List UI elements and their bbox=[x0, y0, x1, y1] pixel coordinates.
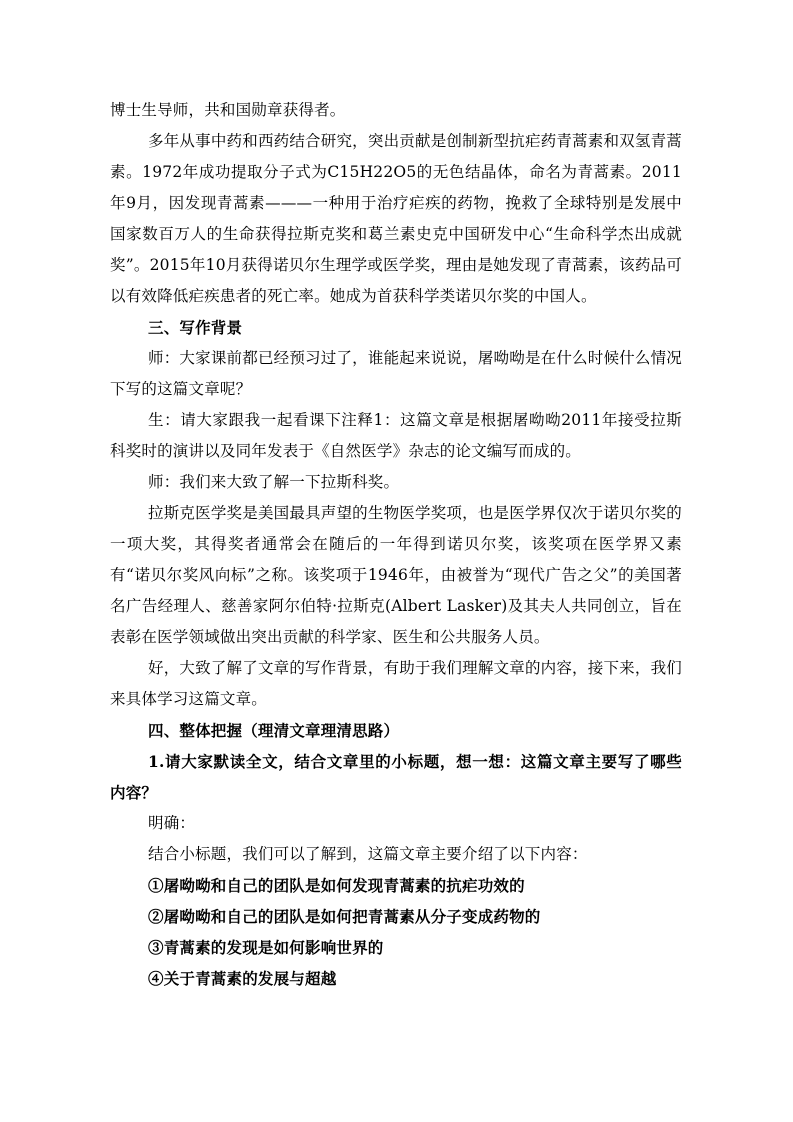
section-heading-overall-grasp: 四、整体把握（理清文章理清思路） bbox=[148, 721, 400, 740]
paragraph-summary-intro: 结合小标题，我们可以了解到，这篇文章主要介绍了以下内容： bbox=[148, 845, 588, 863]
paragraph-clarify: 明确： bbox=[148, 814, 196, 832]
paragraph-teacher-lasker: 师：我们来大致了解一下拉斯科奖。 bbox=[148, 473, 400, 491]
document-body bbox=[110, 95, 682, 994]
paragraph-transition: 好，大致了解了文章的写作背景，有助于我们理解文章的内容，接下来，我们来具体学习这篇文章。 bbox=[110, 659, 682, 708]
paragraph-achievements: 多年从事中药和西药结合研究，突出贡献是创制新型抗疟药青蒿素和双氢青蒿素。1972年成功提取分子式为C15H22O5的无色结晶体，命名为青蒿素。2011年9月，因发现青蒿素———一种用于治疗疟疾的药物，挽救了全球特别是发展中国家数百万人的生命获得拉斯克奖和葛兰素史克中国研发中心“生命科学杰出成就奖”。2015年10月获得诺贝尔生理学或医学奖，理由是她发现了青蒿素，该药品可以有效降低疟疾患者的死亡率。她成为首获科学类诺贝尔奖的中国人。 bbox=[110, 132, 682, 305]
list-item: ③青蒿素的发现是如何影响世界的 bbox=[148, 938, 384, 957]
list-item: ④关于青蒿素的发展与超越 bbox=[148, 969, 337, 988]
list-item: ②屠呦呦和自己的团队是如何把青蒿素从分子变成药物的 bbox=[148, 907, 541, 926]
list-item: ①屠呦呦和自己的团队是如何发现青蒿素的抗疟功效的 bbox=[148, 876, 525, 895]
paragraph-student-answer: 生：请大家跟我一起看课下注释1：这篇文章是根据屠呦呦2011年接受拉斯科奖时的演讲以及同年发表于《自然医学》杂志的论文编写而成的。 bbox=[110, 411, 682, 460]
question-1: 1.请大家默读全文，结合文章里的小标题，想一想：这篇文章主要写了哪些内容？ bbox=[110, 752, 682, 802]
paragraph-teacher-question: 师：大家课前都已经预习过了，谁能起来说说，屠呦呦是在什么时候什么情况下写的这篇文章呢？ bbox=[110, 349, 682, 398]
section-heading-writing-background: 三、写作背景 bbox=[148, 318, 243, 337]
paragraph-lasker-award: 拉斯克医学奖是美国最具声望的生物医学奖项，也是医学界仅次于诺贝尔奖的一项大奖，其得奖者通常会在随后的一年得到诺贝尔奖，该奖项在医学界又素有“诺贝尔奖风向标”之称。该奖项于1946年，由被誉为“现代广告之父”的美国著名广告经理人、慈善家阿尔伯特·拉斯克(Albert Lasker)及其夫人共同创立，旨在表彰在医学领域做出突出贡献的科学家、医生和公共服务人员。 bbox=[110, 504, 682, 646]
paragraph-bio-end: 博士生导师，共和国勋章获得者。 bbox=[110, 101, 346, 119]
